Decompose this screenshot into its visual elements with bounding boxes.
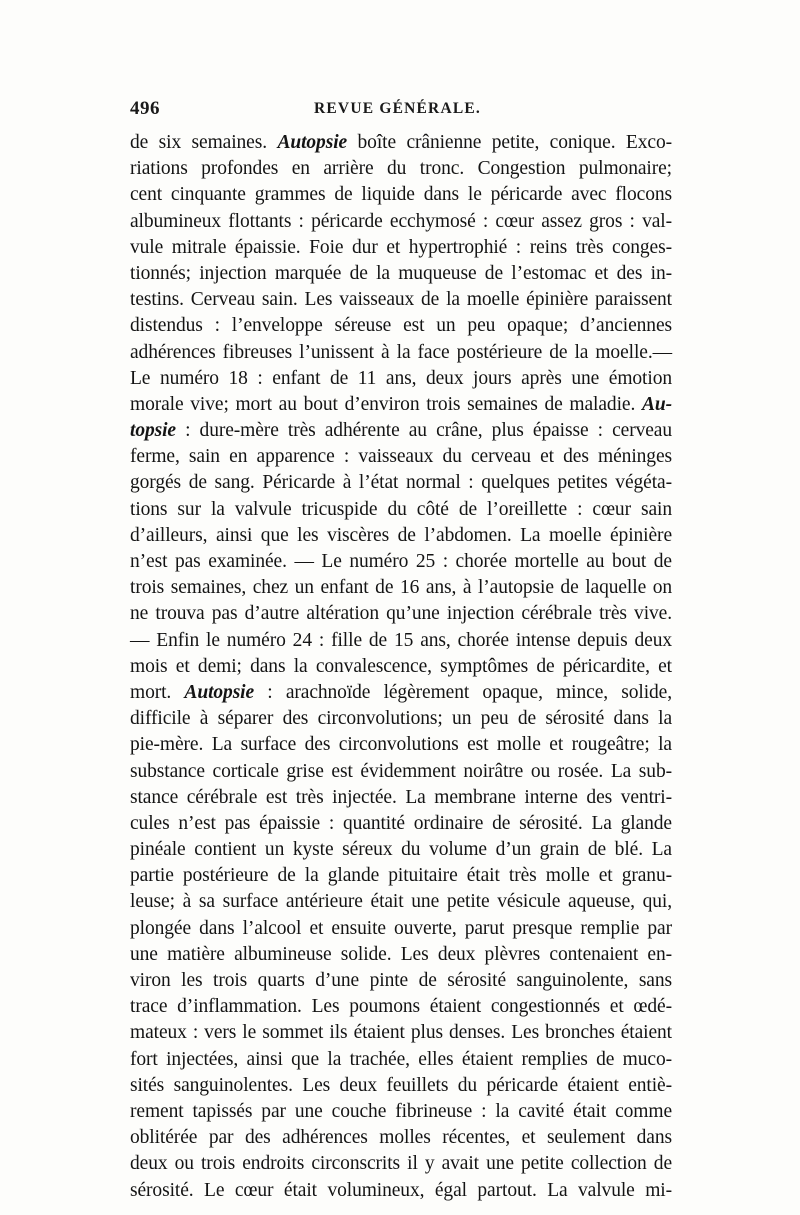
text-segment: sités sanguinolentes. Les deux feuillets du péricarde étaient entiè- bbox=[130, 1074, 672, 1096]
text-line bbox=[130, 470, 672, 496]
text-line bbox=[130, 366, 672, 392]
text-segment: une matière albumineuse solide. Les deux plèvres contenaient en- bbox=[130, 943, 672, 965]
text-line bbox=[130, 1178, 672, 1204]
text-line bbox=[130, 628, 672, 654]
text-segment: tions sur la valvule tricuspide du côté de l’oreillette : cœur sain bbox=[130, 498, 672, 520]
text-segment: difficile à séparer des circonvolutions; un peu de sérosité dans la bbox=[130, 708, 672, 730]
text-segment: sérosité. Le cœur était volumineux, égal partout. La valvule mi- bbox=[130, 1179, 672, 1201]
text-segment: viron les trois quarts d’une pinte de sérosité sanguinolente, sans bbox=[130, 970, 672, 991]
page-number: 496 bbox=[130, 98, 160, 119]
text-line bbox=[130, 1020, 672, 1046]
text-line bbox=[130, 313, 672, 339]
text-segment: ne trouva pas d’autre altération qu’une injection cérébrale très vive. bbox=[130, 603, 672, 625]
text-line bbox=[130, 942, 672, 968]
text-segment: ferme, sain en apparence : vaisseaux du cerveau et des méninges bbox=[130, 446, 672, 468]
text-segment: fort injectées, ainsi que la trachée, elles étaient remplies de muco- bbox=[130, 1048, 672, 1070]
text-segment: tionnés; injection marquée de la muqueuse de l’estomac et des in- bbox=[130, 262, 672, 284]
text-line bbox=[130, 601, 672, 627]
text-segment: Au- bbox=[641, 393, 672, 415]
text-line bbox=[130, 182, 672, 208]
text-segment: Autopsie bbox=[277, 132, 348, 153]
text-segment: : dure-mère très adhérente au crâne, plus épaisse : cerveau bbox=[175, 420, 672, 442]
text-line bbox=[130, 1151, 672, 1177]
text-line bbox=[130, 575, 672, 601]
text-line bbox=[130, 235, 672, 261]
text-line bbox=[130, 1125, 672, 1151]
text-segment: n’est pas examinée. — Le numéro 25 : chorée mortelle au bout de bbox=[130, 551, 672, 572]
text-segment: deux ou trois endroits circonscrits il y avait une petite collection de bbox=[130, 1153, 672, 1175]
text-segment: vule mitrale épaissie. Foie dur et hypertrophié : reins très conges- bbox=[130, 236, 672, 258]
text-segment: Le numéro 18 : enfant de 11 ans, deux jours après une émotion bbox=[130, 367, 672, 389]
text-line bbox=[130, 523, 672, 549]
text-segment: Autopsie bbox=[184, 681, 255, 703]
text-segment: mois et demi; dans la convalescence, symptômes de péricardite, et bbox=[130, 655, 672, 677]
text-segment: oblitérée par des adhérences molles récentes, et seulement dans bbox=[130, 1127, 672, 1149]
text-line bbox=[130, 759, 672, 785]
text-line bbox=[130, 549, 672, 575]
text-line bbox=[130, 287, 672, 313]
text-line bbox=[130, 1073, 672, 1099]
text-segment: partie postérieure de la glande pituitaire était très molle et granu- bbox=[130, 865, 672, 887]
text-line bbox=[130, 680, 672, 706]
text-segment: mort. bbox=[130, 681, 185, 703]
running-title: REVUE GÉNÉRALE. bbox=[314, 100, 481, 117]
text-segment: mateux : vers le sommet ils étaient plus denses. Les bronches étaient bbox=[130, 1022, 672, 1044]
text-segment: boîte crânienne petite, conique. Exco- bbox=[347, 132, 672, 153]
text-segment: pie-mère. La surface des circonvolutions est molle et rougeâtre; la bbox=[130, 734, 672, 756]
text-segment: de six semaines. bbox=[130, 132, 278, 153]
text-segment: rement tapissés par une couche fibrineuse : la cavité était comme bbox=[130, 1100, 672, 1122]
text-line bbox=[130, 968, 672, 994]
text-line bbox=[130, 732, 672, 758]
text-segment: cent cinquante grammes de liquide dans le péricarde avec flocons bbox=[130, 184, 672, 206]
text-line bbox=[130, 863, 672, 889]
text-segment: d’ailleurs, ainsi que les viscères de l’abdomen. La moelle épinière bbox=[130, 524, 672, 546]
text-segment: adhérences fibreuses l’unissent à la face postérieure de la moelle.— bbox=[130, 341, 672, 363]
text-line bbox=[130, 392, 672, 418]
text-line bbox=[130, 340, 672, 366]
text-line bbox=[130, 497, 672, 523]
text-segment: riations profondes en arrière du tronc. Congestion pulmonaire; bbox=[130, 158, 672, 180]
text-segment: trace d’inflammation. Les poumons étaient congestionnés et œdé- bbox=[130, 996, 672, 1018]
text-line bbox=[130, 1099, 672, 1125]
text-line bbox=[130, 889, 672, 915]
text-line bbox=[130, 811, 672, 837]
body-text bbox=[130, 130, 672, 1204]
text-line bbox=[130, 444, 672, 470]
text-line bbox=[130, 654, 672, 680]
text-line bbox=[130, 1047, 672, 1073]
text-line bbox=[130, 785, 672, 811]
text-segment: distendus : l’enveloppe séreuse est un peu opaque; d’anciennes bbox=[130, 315, 672, 337]
text-line bbox=[130, 261, 672, 287]
text-segment: — Enfin le numéro 24 : fille de 15 ans, chorée intense depuis deux bbox=[130, 629, 672, 651]
text-segment: albumineux flottants : péricarde ecchymosé : cœur assez gros : val- bbox=[130, 210, 672, 232]
text-line bbox=[130, 837, 672, 863]
text-segment: trois semaines, chez un enfant de 16 ans, à l’autopsie de laquelle on bbox=[130, 577, 672, 599]
text-segment: testins. Cerveau sain. Les vaisseaux de la moelle épinière paraissent bbox=[130, 289, 672, 311]
text-segment: morale vive; mort au bout d’environ trois semaines de maladie. bbox=[130, 393, 642, 415]
text-segment: leuse; à sa surface antérieure était une petite vésicule aqueuse, qui, bbox=[130, 891, 672, 913]
text-segment: pinéale contient un kyste séreux du volume d’un grain de blé. La bbox=[130, 839, 672, 861]
text-segment: substance corticale grise est évidemment noirâtre ou rosée. La sub- bbox=[130, 760, 672, 782]
text-line bbox=[130, 130, 672, 156]
text-line bbox=[130, 916, 672, 942]
text-segment: gorgés de sang. Péricarde à l’état normal : quelques petites végéta- bbox=[130, 472, 672, 494]
text-segment: plongée dans l’alcool et ensuite ouverte, parut presque remplie par bbox=[130, 917, 672, 939]
text-line bbox=[130, 209, 672, 235]
text-segment: cules n’est pas épaissie : quantité ordinaire de sérosité. La glande bbox=[130, 812, 672, 834]
text-segment: topsie bbox=[130, 420, 176, 442]
page-header bbox=[130, 98, 672, 124]
text-line bbox=[130, 156, 672, 182]
text-segment: stance cérébrale est très injectée. La membrane interne des ventri- bbox=[130, 786, 672, 808]
text-line bbox=[130, 994, 672, 1020]
text-segment: : arachnoïde légèrement opaque, mince, solide, bbox=[254, 681, 672, 703]
text-line bbox=[130, 418, 672, 444]
text-line bbox=[130, 706, 672, 732]
